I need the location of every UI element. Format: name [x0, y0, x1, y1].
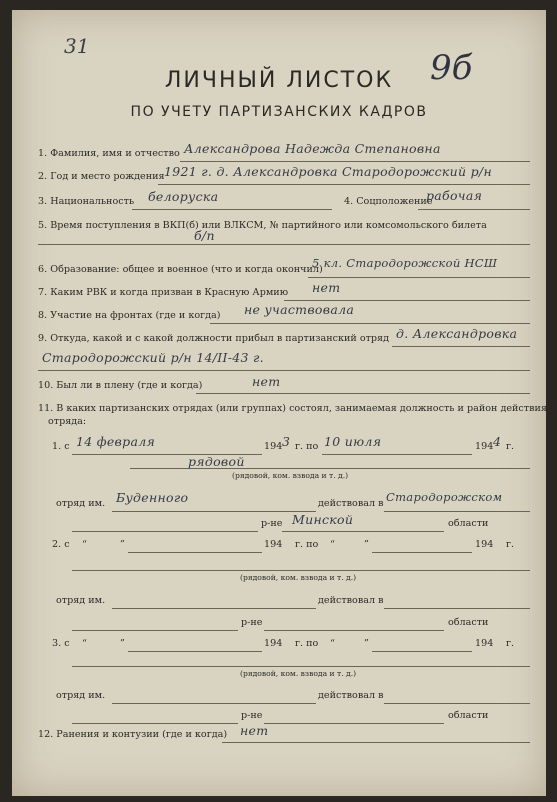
field-7-value: нет — [312, 280, 341, 295]
entry-1-rne-label: р-не — [261, 518, 283, 529]
field-6-line — [308, 277, 530, 278]
entry-1-rank: рядовой — [188, 454, 245, 469]
corner-number-right: 9б — [430, 48, 473, 88]
entry-1-po: г. по — [295, 441, 319, 452]
entry-2-close-quote-2: ” — [364, 539, 369, 550]
field-8-line — [210, 323, 530, 324]
field-2-value: 1921 г. д. Александровка Стародорожский р/н — [164, 164, 492, 179]
entry-2-acted-label: действовал в — [318, 595, 384, 606]
field-7-line — [284, 300, 530, 301]
entry-3-close-quote: ” — [120, 638, 125, 649]
entry-2-num: 2. с — [52, 539, 70, 550]
entry-2-rne-label: р-не — [241, 617, 263, 628]
entry-1-rank-caption: (рядовой, ком. взвода и т. д.) — [232, 471, 349, 480]
entry-3-open-quote-2: “ — [330, 638, 335, 649]
field-5-value: б/п — [194, 228, 215, 243]
field-5-line — [38, 244, 530, 245]
field-11-label-2: отряда: — [48, 416, 87, 427]
entry-2-year: 194 — [264, 539, 283, 550]
field-3-value: белоруска — [148, 189, 219, 204]
entry-3-oblast-label: области — [448, 710, 489, 721]
field-6-value: 5 кл. Стародорожской НСШ — [312, 256, 498, 270]
entry-2-oblast-label: области — [448, 617, 489, 628]
entry-3-po: г. по — [295, 638, 319, 649]
field-4-line — [418, 209, 530, 210]
entry-2-g: г. — [506, 539, 515, 550]
field-10-label: 10. Был ли в плену (где и когда) — [38, 380, 203, 391]
corner-number-left: 31 — [64, 34, 90, 58]
entry-3-num: 3. с — [52, 638, 70, 649]
field-9-line — [392, 346, 530, 347]
entry-1-from-date: 14 февраля — [76, 434, 156, 449]
document-sheet — [12, 10, 546, 796]
entry-2-rne-line — [72, 630, 238, 631]
field-12-line — [222, 742, 530, 743]
entry-1-from-year: 194 — [264, 441, 283, 452]
field-3-label: 3. Национальность — [38, 196, 135, 207]
entry-3-to-line — [372, 651, 472, 652]
entry-3-rank-caption: (рядовой, ком. взвода и т. д.) — [240, 669, 357, 678]
entry-3-year-2: 194 — [475, 638, 494, 649]
entry-3-open-quote: “ — [82, 638, 87, 649]
entry-3-from-line — [128, 651, 262, 652]
entry-1-otryad: Буденного — [116, 490, 189, 505]
entry-3-otryad-line — [112, 703, 316, 704]
field-10-line — [196, 393, 530, 394]
entry-2-open-quote: “ — [82, 539, 87, 550]
field-3-line — [132, 209, 332, 210]
entry-3-g: г. — [506, 638, 515, 649]
entry-2-open-quote-2: “ — [330, 539, 335, 550]
page-subtitle: ПО УЧЕТУ ПАРТИЗАНСКИХ КАДРОВ — [130, 104, 428, 120]
entry-1-g: г. — [506, 441, 515, 452]
field-1-value: Александрова Надежда Степановна — [184, 141, 441, 156]
entry-1-oblast-label: области — [448, 518, 489, 529]
entry-1-to-year-digit: 4 — [493, 434, 502, 449]
field-9-value-2: Стародорожский р/н 14/II-43 г. — [42, 350, 264, 365]
entry-2-acted-line — [384, 608, 530, 609]
entry-3-otryad-label: отряд им. — [56, 690, 106, 701]
page-title: ЛИЧНЫЙ ЛИСТОК — [164, 68, 394, 93]
entry-1-otryad-label: отряд им. — [56, 498, 106, 509]
entry-2-region-line — [264, 630, 444, 631]
entry-2-otryad-label: отряд им. — [56, 595, 106, 606]
field-9-label: 9. Откуда, какой и с какой должности прибыл в партизанский отряд — [38, 333, 390, 344]
entry-2-otryad-line — [112, 608, 316, 609]
entry-1-to-date: 10 июля — [324, 434, 382, 449]
field-8-label: 8. Участие на фронтах (где и когда) — [38, 310, 221, 321]
entry-3-year: 194 — [264, 638, 283, 649]
entry-2-close-quote: ” — [120, 539, 125, 550]
entry-3-region-line — [264, 723, 444, 724]
field-1-label: 1. Фамилия, имя и отчество — [38, 148, 180, 159]
entry-2-rank-line — [72, 570, 530, 571]
field-5-label: 5. Время поступления в ВКП(б) или ВЛКСМ, № партийного или комсомольского билета — [38, 220, 487, 231]
field-7-label: 7. Каким РВК и когда призван в Красную Армию — [38, 287, 289, 298]
entry-3-rank-line — [72, 666, 530, 667]
field-4-value: рабочая — [426, 188, 483, 203]
field-12-value: нет — [240, 723, 269, 738]
entry-3-rne-label: р-не — [241, 710, 263, 721]
entry-2-rank-caption: (рядовой, ком. взвода и т. д.) — [240, 573, 357, 582]
entry-1-region: Минской — [292, 512, 354, 527]
field-12-label: 12. Ранения и контузии (где и когда) — [38, 729, 228, 740]
entry-1-region-line — [282, 531, 444, 532]
field-4-label: 4. Соцположение — [344, 196, 433, 207]
entry-3-acted-label: действовал в — [318, 690, 384, 701]
entry-3-acted-line — [384, 703, 530, 704]
entry-1-acted: Стародорожском — [386, 490, 503, 504]
entry-2-po: г. по — [295, 539, 319, 550]
field-1-line — [180, 161, 530, 162]
entry-3-close-quote-2: ” — [364, 638, 369, 649]
entry-1-num: 1. с — [52, 441, 70, 452]
entry-1-acted-line — [384, 511, 530, 512]
entry-1-otryad-line — [112, 511, 316, 512]
entry-3-rne-line — [72, 723, 238, 724]
field-8-value: не участвовала — [244, 302, 355, 317]
entry-1-acted-label: действовал в — [318, 498, 384, 509]
field-2-label: 2. Год и место рождения — [38, 171, 165, 182]
field-10-value: нет — [252, 374, 281, 389]
field-2-line — [158, 184, 530, 185]
field-9-line-2 — [38, 370, 530, 371]
entry-2-from-line — [128, 552, 262, 553]
field-6-label: 6. Образование: общее и военное (что и когда окончил) — [38, 264, 323, 275]
entry-1-from-year-digit: 3 — [282, 434, 291, 449]
entry-1-rne-line — [72, 531, 258, 532]
entry-1-to-year: 194 — [475, 441, 494, 452]
field-11-label: 11. В каких партизанских отрядах (или группах) состоял, занимаемая должность и район действия — [38, 403, 547, 414]
entry-2-to-line — [372, 552, 472, 553]
field-9-value: д. Александровка — [396, 326, 518, 341]
entry-1-to-line — [322, 454, 472, 455]
entry-2-year-2: 194 — [475, 539, 494, 550]
